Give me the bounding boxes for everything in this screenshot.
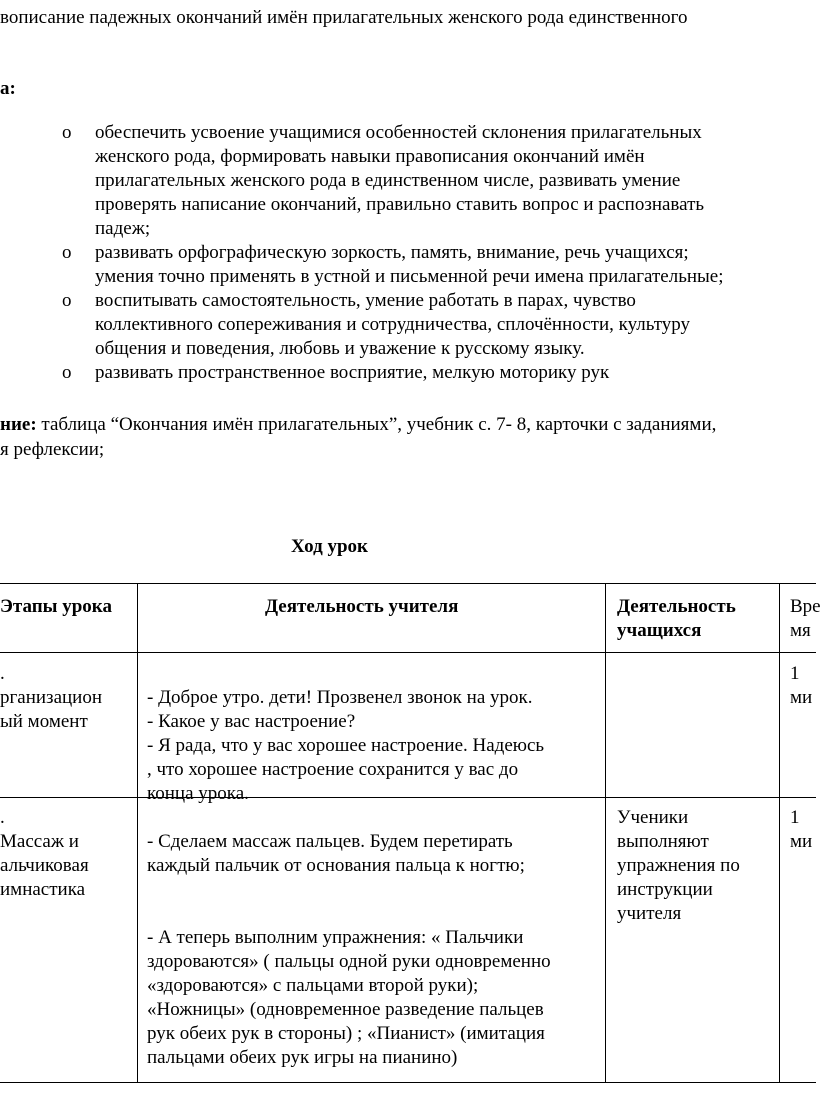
table-border <box>605 583 606 1083</box>
equipment-label: ние: <box>0 414 37 435</box>
goal-item <box>62 361 802 385</box>
goals-label: а: <box>0 78 16 99</box>
header-teacher-activity: Деятельность учителя <box>265 596 459 617</box>
header-stages: Этапы урока <box>0 596 112 617</box>
goal-text: развивать орфографическую зоркость, память, внимание, речь учащихся; умения точно применять в устной и письменной речи имена прилагательные; <box>95 242 724 287</box>
header-student-activity: Деятельность учащихся <box>617 596 736 641</box>
table-border <box>0 652 816 653</box>
bullet-circle-icon: o <box>62 242 72 263</box>
table-border <box>137 583 138 1083</box>
teacher-activity-cell <box>147 662 544 830</box>
teacher-paragraph: - Сделаем массаж пальцев. Будем перетирать каждый пальчик от основания пальца к ногтю; <box>147 831 525 876</box>
goal-text: развивать пространственное восприятие, мелкую моторику рук <box>95 362 610 383</box>
equipment-text: таблица “Окончания имён прилагательных”, учебник с. 7- 8, карточки с заданиями, <box>36 414 717 435</box>
goal-item <box>62 241 802 289</box>
equipment-text-continued: я рефлексии; <box>0 439 105 460</box>
lesson-heading: Ход урок <box>291 536 368 557</box>
table-border <box>779 583 780 1083</box>
stage-cell: . рганизацион ый момент <box>0 663 103 732</box>
goal-item <box>62 121 802 241</box>
goal-text: обеспечить усвоение учащимися особенностей склонения прилагательных женского рода, формировать навыки правописания окончаний имён прилагательных женского рода в единственном числе, развивать умение проверять написание окончаний, правильно ставить вопрос и распознавать падеж; <box>95 122 705 239</box>
bullet-circle-icon: o <box>62 290 72 311</box>
equipment-line <box>0 413 716 437</box>
student-activity-cell: Ученики выполняют упражнения по инструкции учителя <box>617 807 740 924</box>
goal-text: воспитывать самостоятельность, умение работать в парах, чувство коллективного сопереживания и сотрудничества, сплочённости, культуру общения и поведения, любовь и уважение к русскому языку. <box>95 290 691 359</box>
header-time: Вре мя <box>790 596 821 641</box>
bullet-circle-icon: o <box>62 362 72 383</box>
teacher-paragraph: - А теперь выполним упражнения: « Пальчики здороваются» ( пальцы одной руки одновременно «здороваются» с пальцами второй руки); «Ножницы» (одновременное разведение пальцев рук обеих рук в стороны) ; «Пианист» (имитация пальцами обеих рук игры на пианино) <box>147 927 551 1068</box>
teacher-activity-cell <box>147 806 551 1094</box>
goal-item <box>62 289 802 361</box>
time-cell: 1 ми <box>790 807 813 852</box>
teacher-paragraph: - Доброе утро. дети! Прозвенел звонок на урок. - Какое у вас настроение? - Я рада, что у вас хорошее настроение. Надеюсь , что хорошее настроение сохранится у вас до конца урока. <box>147 687 545 804</box>
lesson-topic-line: вописание падежных окончаний имён прилагательных женского рода единственного <box>0 7 688 28</box>
stage-cell: . Массаж и альчиковая имнастика <box>0 807 89 900</box>
goals-list <box>62 121 802 385</box>
bullet-circle-icon: o <box>62 122 72 143</box>
table-border <box>0 583 816 584</box>
time-cell: 1 ми <box>790 663 813 708</box>
